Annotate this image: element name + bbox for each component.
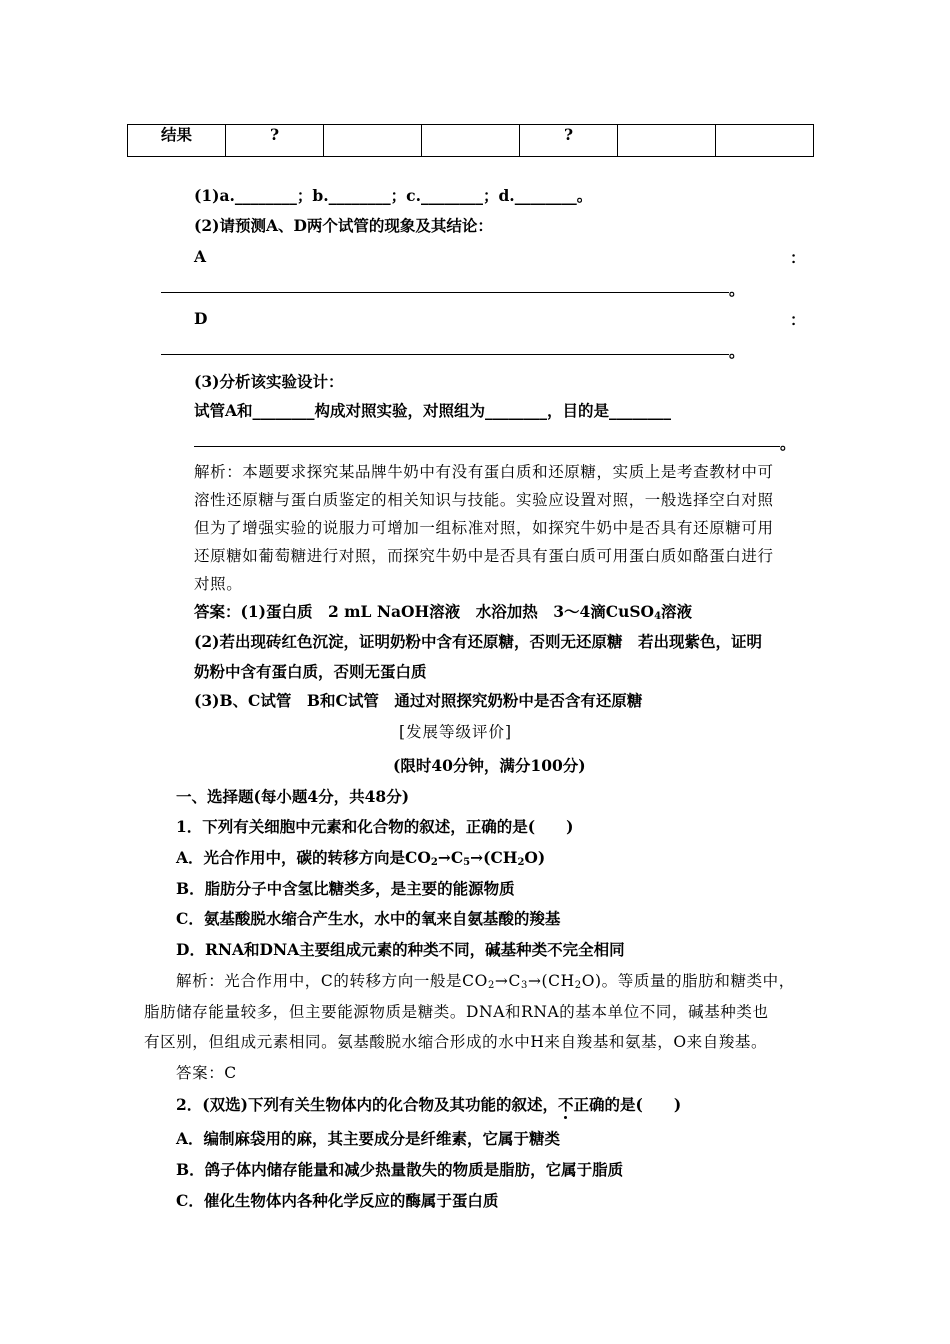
time-limit: (限时40分钟，满分100分) [393,756,586,775]
part-heading: 一、选择题(每小题4分，共48分) [176,787,410,806]
option-b: B．脂肪分子中含氢比糖类多，是主要的能源物质 [176,879,515,898]
subscript: 2 [430,857,438,868]
table-cell [422,125,520,157]
answer-d-period: 。 [729,342,745,361]
analysis-line: 溶性还原糖与蛋白质鉴定的相关知识与技能。实验应设置对照，一般选择空白对照 [194,491,774,509]
answer-a-blank-line [161,292,729,293]
explanation-text: →C [494,972,521,990]
answer-d-colon: ： [790,310,806,329]
option-c: C．催化生物体内各种化学反应的酶属于蛋白质 [176,1191,499,1210]
question-3-title: (3)分析该实验设计： [194,372,344,391]
table-row [128,125,814,157]
answer-line-4: (3)B、C试管 B和C试管 通过对照探究奶粉中是否含有还原糖 [194,691,643,710]
option-text: →(CH [470,848,518,867]
answer-a-colon: ： [790,248,806,267]
question-2-title: (2)请预测A、D两个试管的现象及其结论： [194,216,493,235]
table-cell [716,125,814,157]
explanation-text: O)。等质量的脂肪和糖类中， [581,972,795,990]
explanation-line-1 [176,971,795,991]
subscript: 2 [574,980,582,991]
option-text: A．光合作用中，碳的转移方向是CO [176,848,431,867]
answer-line-3: 奶粉中含有蛋白质，否则无蛋白质 [194,662,427,681]
question-1-answer: 答案：C [176,1064,237,1082]
question-3-line: 试管A和________构成对照实验，对照组为________，目的是________ [194,401,672,420]
emphasis-dot-text: 不 [557,1095,574,1114]
table-row-label: 结果 [128,125,226,157]
answer-a-label: A [194,247,207,266]
explanation-text: 解析：光合作用中，C的转移方向一般是CO [176,972,488,990]
question-3-blank-line [194,446,780,447]
answer-line-1 [194,602,692,622]
result-table [127,124,814,157]
analysis-line: 但为了增强实验的说服力可增加一组标准对照，如探究牛奶中是否具有还原糖可用 [194,519,774,537]
answer-line-2: (2)若出现砖红色沉淀，证明奶粉中含有还原糖，否则无还原糖 若出现紫色，证明 [194,632,762,651]
analysis-line: 对照。 [194,575,243,593]
table-cell [324,125,422,157]
option-text: O) [524,848,546,867]
answer-d-label: D [194,309,208,328]
explanation-text: →(CH [527,972,575,990]
table-cell [618,125,716,157]
analysis-line: 解析：本题要求探究某品牌牛奶中有没有蛋白质和还原糖，实质上是考查教材中可 [194,463,774,481]
table-cell: ? [226,125,324,157]
stem-text: 正确的是( ) [573,1095,682,1114]
analysis-line: 还原糖如葡萄糖进行对照，而探究牛奶中是否具有蛋白质可用蛋白质如酪蛋白进行 [194,547,774,565]
table-cell: ? [520,125,618,157]
subscript: 2 [487,980,495,991]
option-a [176,848,545,868]
question-3-period: 。 [780,434,796,453]
question-1-stem: 1．下列有关细胞中元素和化合物的叙述，正确的是( ) [176,817,574,836]
subscript: 5 [463,857,471,868]
option-text: →C [437,848,464,867]
stem-text: 2．(双选)下列有关生物体内的化合物及其功能的叙述， [176,1095,558,1114]
question-2-stem [176,1095,681,1115]
subscript: 3 [520,980,528,991]
option-b: B．鸽子体内储存能量和减少热量散失的物质是脂肪，它属于脂质 [176,1160,624,1179]
option-a: A．编制麻袋用的麻，其主要成分是纤维素，它属于糖类 [176,1129,561,1148]
answer-a-period: 。 [729,280,745,299]
answer-d-blank-line [161,354,729,355]
answer-text: 溶液 [661,602,693,621]
option-d: D．RNA和DNA主要组成元素的种类不同，碱基种类不完全相同 [176,940,625,959]
subscript: 4 [654,611,662,622]
explanation-line-3: 有区别，但组成元素相同。氨基酸脱水缩合形成的水中H来自羧基和氨基，O来自羧基。 [144,1033,768,1051]
question-1-blanks: (1)a.________；b.________；c.________；d.________。 [194,186,593,205]
answer-text: 答案：(1)蛋白质 2 mL NaOH溶液 水浴加热 3～4滴CuSO [194,602,655,621]
section-title: [发展等级评价] [399,723,513,741]
option-c: C．氨基酸脱水缩合产生水，水中的氧来自氨基酸的羧基 [176,909,561,928]
explanation-line-2: 脂肪储存能量较多，但主要能源物质是糖类。DNA和RNA的基本单位不同，碱基种类也 [144,1003,769,1021]
subscript: 2 [517,857,525,868]
